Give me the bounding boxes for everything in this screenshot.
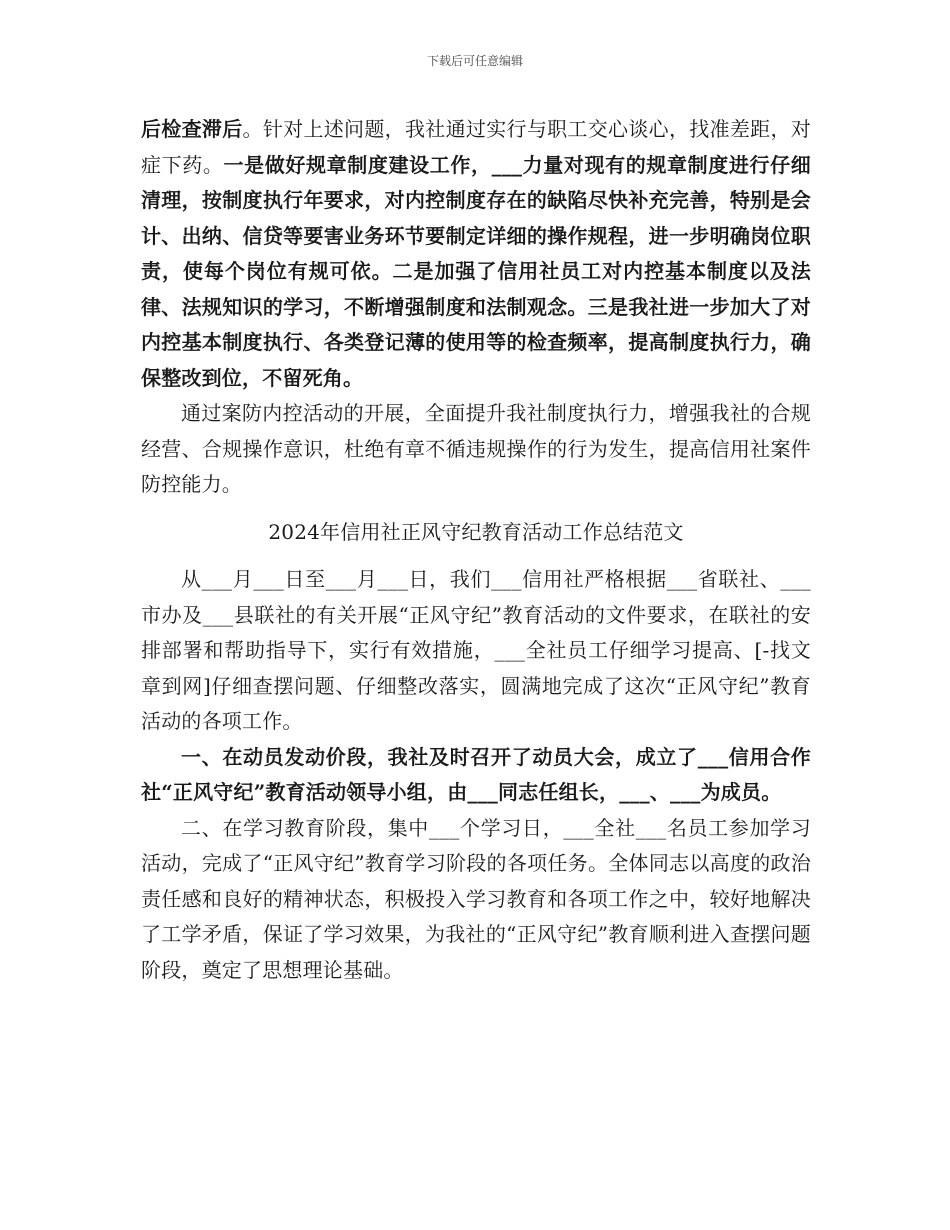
paragraph-intro: 从___月___日至___月___日，我们___信用社严格根据___省联社、___市办及___县联社的有关开展“正风守纪”教育活动的文件要求，在联社的安排部署和帮助指导下，实行有效措施，___全社员工仔细学习提高、[-找文章到网]仔细查摆问题、仔细整改落实，圆满地完成了这次“正风守纪”教育活动的各项工作。 bbox=[141, 567, 811, 733]
paragraph-stage-two: 二、在学习教育阶段，集中___个学习日，___全社___名员工参加学习活动，完成了“正风守纪”教育学习阶段的各项任务。全体同志以高度的政治责任感和良好的精神状态，积极投入学习教育和各项工作之中，较好地解决了工学矛盾，保证了学习效果，为我社的“正风守纪”教育顺利进入查摆问题阶段，奠定了思想理论基础。 bbox=[141, 815, 811, 982]
section-title: 2024年信用社正风守纪教育活动工作总结范文 bbox=[268, 519, 684, 544]
paragraph-continuation bbox=[141, 112, 811, 396]
document-body bbox=[141, 112, 811, 988]
paragraph-summary: 通过案防内控活动的开展，全面提升我社制度执行力，增强我社的合规经营、合规操作意识，杜绝有章不循违规操作的行为发生，提高信用社案件防控能力。 bbox=[141, 401, 811, 496]
paragraph-stage-one: 一、在动员发动价段，我社及时召开了动员大会，成立了___信用合作社“正风守纪”教育活动领导小组，由___同志任组长，___、___为成员。 bbox=[141, 744, 811, 804]
paragraph-normal-text: 。针对上述问题，我社通过实行与职工交心谈心，找准差距，对症下药。 bbox=[141, 117, 811, 177]
page-header: 下载后可任意编辑 bbox=[426, 54, 523, 68]
paragraph-bold-lead: 后检查滞后 bbox=[141, 117, 243, 141]
paragraph-bold-measures: 一是做好规章制度建设工作，___力量对现有的规章制度进行仔细清理，按制度执行年要求，对内控制度存在的缺陷尽快补充完善，特别是会计、出纳、信贷等要害业务环节要制定详细的操作规程，进一步明确岗位职责，使每个岗位有规可依。二是加强了信用社员工对内控基本制度以及法律、法规知识的学习，不断增强制度和法制观念。三是我社进一步加大了对内控基本制度执行、各类登记薄的使用等的检查频率，提高制度执行力，确保整改到位，不留死角。 bbox=[141, 152, 812, 390]
